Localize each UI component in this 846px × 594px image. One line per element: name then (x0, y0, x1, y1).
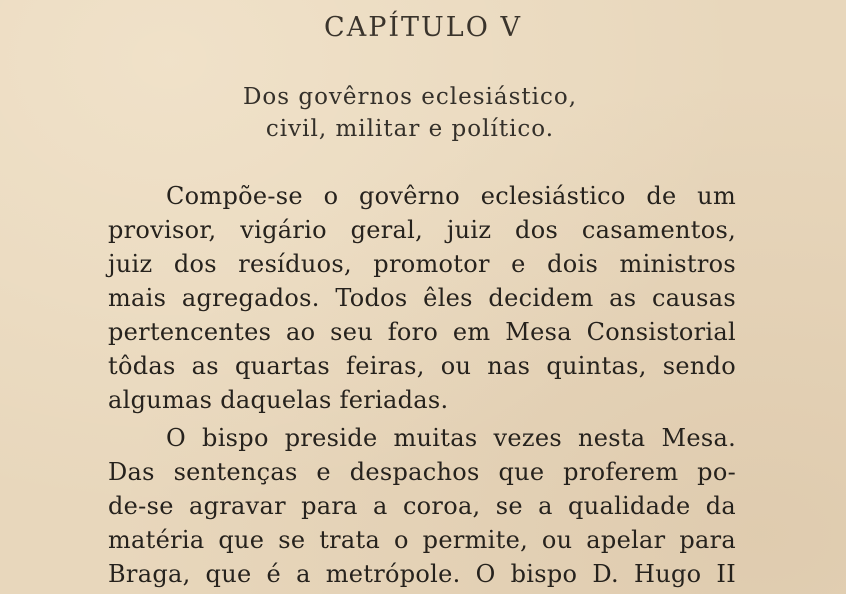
paragraph-1-line-6: tôdas as quartas feiras, ou nas quintas, sendo (108, 352, 736, 380)
section-subtitle-line-2: civil, militar e político. (265, 116, 555, 142)
paragraph-1-line-5: pertencentes ao seu foro em Mesa Consistorial (108, 318, 736, 346)
paragraph-2-line-1: O bispo preside muitas vezes nesta Mesa. (166, 424, 736, 452)
paragraph-1-line-3: juiz dos resíduos, promotor e dois ministros (108, 250, 736, 278)
paragraph-1-line-2: provisor, vigário geral, juiz dos casamentos, (108, 216, 736, 244)
section-subtitle-line-1: Dos govêrnos eclesiástico, (242, 84, 578, 110)
paragraph-2-line-2: Das sentenças e despachos que proferem po- (108, 458, 736, 486)
paragraph-2-line-4: matéria que se trata o permite, ou apelar para (108, 526, 736, 554)
paragraph-1-line-1: Compõe-se o govêrno eclesiástico de um (166, 182, 736, 210)
paragraph-1-line-4: mais agregados. Todos êles decidem as causas (108, 284, 736, 312)
paragraph-1-line-7: algumas daquelas feriadas. (108, 386, 449, 414)
paragraph-2-line-3: de-se agravar para a coroa, se a qualidade da (108, 492, 736, 520)
paragraph-2-line-5: Braga, que é a metrópole. O bispo D. Hugo II (108, 560, 736, 588)
chapter-title: CAPÍTULO V (324, 12, 522, 43)
